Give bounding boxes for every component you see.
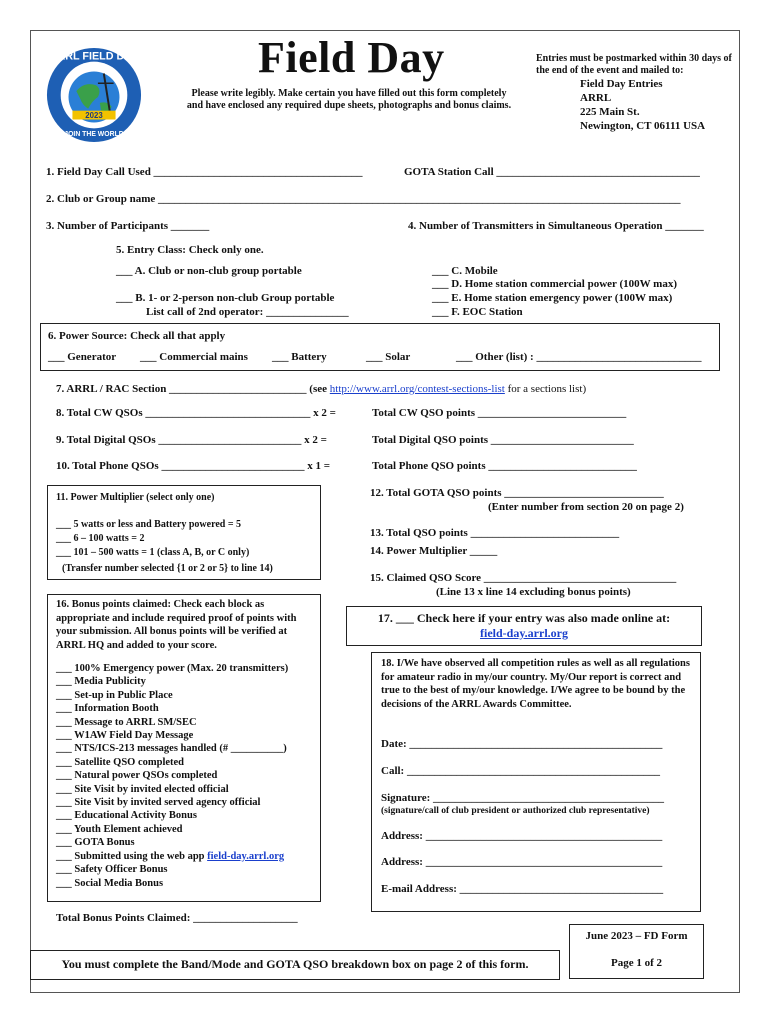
web-app-link[interactable]: field-day.arrl.org (207, 850, 285, 862)
second-operator-field[interactable]: List call of 2nd operator: _______________ (146, 306, 349, 318)
entry-class-a[interactable]: ___ A. Club or non-club group portable (116, 265, 302, 277)
logo-top-text: ARRL FIELD DAY (49, 50, 139, 63)
multiplier-heading: 11. Power Multiplier (select only one) (56, 492, 215, 503)
address-field-1[interactable]: Address: ___________________________________________ (381, 830, 663, 842)
breakdown-notice: You must complete the Band/Mode and GOTA QSO breakdown box on page 2 of this form. (61, 957, 529, 971)
address-line-2: ARRL (580, 92, 612, 104)
bonus-list (56, 662, 288, 890)
bonus-nts-messages[interactable]: ___ NTS/ICS-213 messages handled (# __________) (56, 743, 287, 755)
total-bonus-field[interactable]: Total Bonus Points Claimed: ___________________ (56, 912, 298, 924)
online-entry-checkbox[interactable]: 17. ___ Check here if your entry was also made online at: (377, 611, 671, 625)
arrl-field-day-logo (45, 46, 143, 144)
transmitters-field[interactable]: 4. Number of Transmitters in Simultaneous Operation _______ (408, 220, 704, 232)
section-row (56, 383, 586, 395)
email-field[interactable]: E-mail Address: _____________________________________ (381, 883, 664, 895)
address-field-2[interactable]: Address: ___________________________________________ (381, 856, 663, 868)
online-entry-link[interactable]: field-day.arrl.org (480, 626, 568, 640)
participants-field[interactable]: 3. Number of Participants _______ (46, 220, 210, 232)
mail-note-2: the end of the event and mailed to: (536, 65, 684, 76)
entry-class-b[interactable]: ___ B. 1- or 2-person non-club Group portable (116, 292, 335, 304)
gota-points-field[interactable]: 12. Total GOTA QSO points _____________________________ (370, 487, 664, 499)
power-multiplier-field[interactable]: 14. Power Multiplier _____ (370, 545, 498, 557)
bonus-elected-official[interactable]: ___ Site Visit by invited elected official (56, 783, 229, 795)
claimed-score-field[interactable]: 15. Claimed QSO Score ___________________________________ (370, 572, 677, 584)
signature-note: (signature/call of club president or authorized club representative) (381, 806, 650, 816)
bonus-youth-element[interactable]: ___ Youth Element achieved (56, 823, 183, 835)
cw-points-field[interactable]: Total CW QSO points ___________________________ (372, 407, 627, 419)
address-line-3: 225 Main St. (580, 106, 640, 118)
sections-list-link[interactable]: http://www.arrl.org/contest-sections-list (329, 383, 505, 395)
form-id: June 2023 – FD Form (585, 930, 688, 942)
entry-class-c[interactable]: ___ C. Mobile (432, 265, 498, 277)
bonus-served-agency[interactable]: ___ Site Visit by invited served agency official (56, 797, 261, 809)
cw-qsos-field[interactable]: 8. Total CW QSOs ______________________________ x 2 = (56, 407, 336, 419)
mailing-info (536, 53, 732, 133)
multiplier-5[interactable]: ___ 5 watts or less and Battery powered = 5 (56, 519, 242, 530)
entry-class-f[interactable]: ___ F. EOC Station (432, 306, 523, 318)
phone-points-field[interactable]: Total Phone QSO points ___________________________ (372, 460, 637, 472)
logo-year: 2023 (85, 111, 103, 121)
total-qso-points-field[interactable]: 13. Total QSO points ___________________________ (370, 527, 620, 539)
certification-text: 18. I/We have observed all competition rules as well as all regulations for amateur radio in my/our country. My/Our report is correct and true to the best of my/our knowledge. I/We agree to be bound by the decisions of the ARRL Awards Committee. (381, 658, 690, 710)
gota-points-note: (Enter number from section 20 on page 2) (488, 501, 684, 513)
page-subtitle: Please write legibly. Make certain you have filled out this form completely and have enclosed any required dupe sheets, photographs and bonus claims. (186, 88, 512, 111)
bonus-heading: 16. Bonus points claimed: Check each block as appropriate and include required proof of points with your submission. All bonus points will be verified at ARRL HQ and added to your score. (56, 599, 297, 651)
phone-qsos-field[interactable]: 10. Total Phone QSOs __________________________ x 1 = (56, 460, 330, 472)
bonus-w1aw-message[interactable]: ___ W1AW Field Day Message (56, 730, 194, 742)
multiplier-1[interactable]: ___ 101 – 500 watts = 1 (class A, B, or C only) (56, 547, 250, 558)
bonus-message-sm-sec[interactable]: ___ Message to ARRL SM/SEC (56, 716, 197, 728)
address-line-1: Field Day Entries (580, 78, 663, 90)
bonus-safety-officer[interactable]: ___ Safety Officer Bonus (56, 864, 168, 876)
call-used-field[interactable]: 1. Field Day Call Used ______________________________________ (46, 166, 363, 178)
power-battery[interactable]: ___ Battery (272, 351, 327, 363)
bonus-web-app[interactable] (56, 850, 288, 863)
section-field[interactable]: 7. ARRL / RAC Section _________________________ (see (56, 383, 330, 395)
signature-field[interactable]: Signature: __________________________________________ (381, 792, 665, 804)
entry-class-d[interactable]: ___ D. Home station commercial power (100W max) (432, 278, 678, 290)
bonus-satellite-qso[interactable]: ___ Satellite QSO completed (56, 756, 185, 768)
date-field[interactable]: Date: ______________________________________________ (381, 738, 663, 750)
bonus-emergency-power[interactable]: ___ 100% Emergency power (Max. 20 transmitters) (56, 663, 289, 674)
power-generator[interactable]: ___ Generator (48, 351, 117, 363)
gota-call-field[interactable]: GOTA Station Call _____________________________________ (404, 166, 700, 178)
claimed-score-note: (Line 13 x line 14 excluding bonus points) (436, 586, 631, 598)
bonus-information-booth[interactable]: ___ Information Booth (56, 703, 159, 715)
logo-bottom-text: JOIN THE WORLD (64, 131, 124, 139)
section-tail: for a sections list) (504, 383, 587, 395)
power-commercial[interactable]: ___ Commercial mains (140, 351, 248, 363)
bonus-public-place[interactable]: ___ Set-up in Public Place (56, 689, 173, 701)
power-other[interactable]: ___ Other (list) : ______________________________ (456, 351, 702, 363)
page-number: Page 1 of 2 (610, 957, 662, 969)
bonus-web-app-label: ___ Submitted using the web app (56, 850, 208, 862)
page-title: Field Day (258, 33, 445, 82)
power-solar[interactable]: ___ Solar (366, 351, 411, 363)
digital-qsos-field[interactable]: 9. Total Digital QSOs __________________________ x 2 = (56, 434, 327, 446)
bonus-educational-activity[interactable]: ___ Educational Activity Bonus (56, 810, 197, 822)
entry-class-heading: 5. Entry Class: Check only one. (116, 244, 264, 256)
bonus-social-media[interactable]: ___ Social Media Bonus (56, 877, 164, 889)
multiplier-note: (Transfer number selected {1 or 2 or 5} to line 14) (62, 563, 273, 574)
mail-note-1: Entries must be postmarked within 30 days of (536, 53, 732, 64)
power-source-heading: 6. Power Source: Check all that apply (48, 330, 226, 342)
call-field[interactable]: Call: ______________________________________________ (381, 765, 660, 777)
bonus-gota[interactable]: ___ GOTA Bonus (56, 837, 135, 849)
digital-points-field[interactable]: Total Digital QSO points __________________________ (372, 434, 634, 446)
club-name-field[interactable]: 2. Club or Group name _______________________________________________________________________________________________ (46, 193, 681, 205)
bonus-media-publicity[interactable]: ___ Media Publicity (56, 676, 146, 688)
multiplier-2[interactable]: ___ 6 – 100 watts = 2 (56, 533, 145, 544)
address-line-4: Newington, CT 06111 USA (580, 120, 706, 132)
entry-class-e[interactable]: ___ E. Home station emergency power (100W max) (432, 292, 673, 304)
bonus-natural-power[interactable]: ___ Natural power QSOs completed (56, 770, 218, 782)
